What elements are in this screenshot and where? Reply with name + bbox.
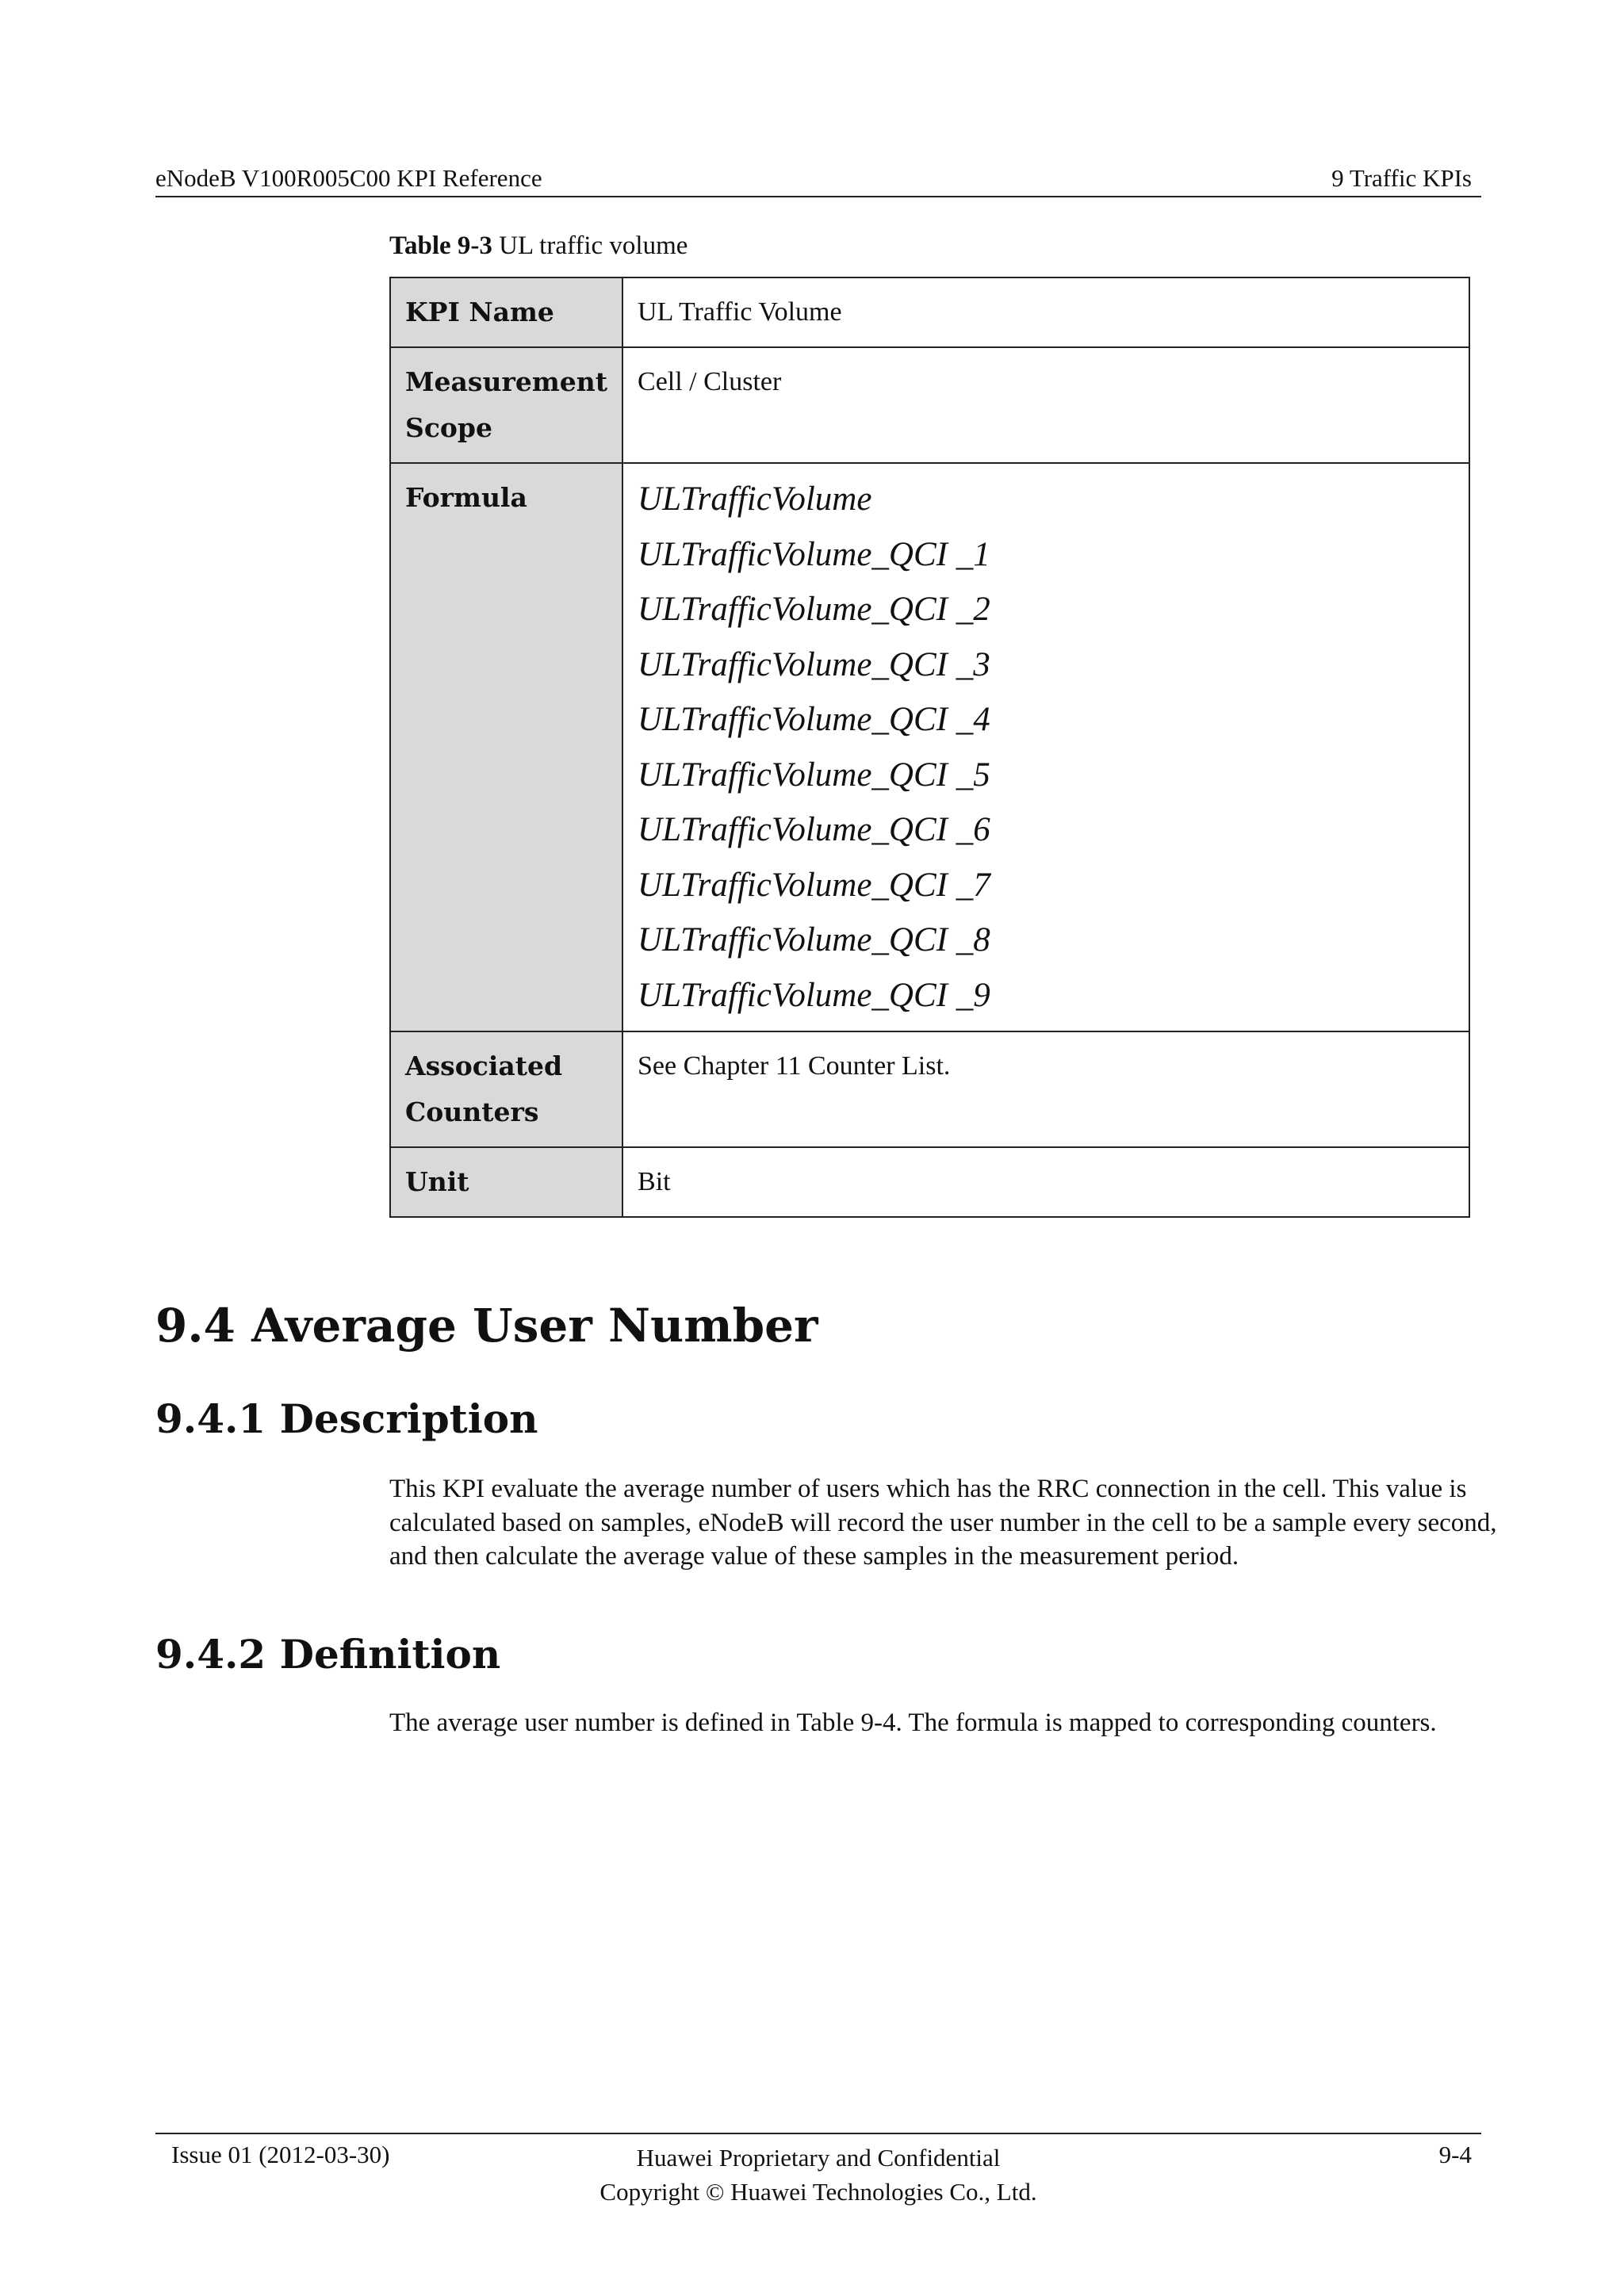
footer-proprietary-line: Huawei Proprietary and Confidential [636, 2144, 1001, 2172]
row-value-unit: Bit [622, 1147, 1469, 1217]
header-chapter-title: 9 Traffic KPIs [1331, 164, 1472, 192]
formula-line: ULTrafficVolume_QCI _9 [638, 976, 990, 1014]
formula-line: ULTrafficVolume_QCI _6 [638, 811, 990, 848]
description-paragraph: This KPI evaluate the average number of users which has the RRC connection in the cell. This value is calculated based on samples, eNodeB will record the user number in the cell to be a sample every second, and then calculate the average value of these samples in the measurement period. [389, 1475, 1497, 1571]
row-value-kpi-name: UL Traffic Volume [622, 277, 1469, 347]
definition-heading: 9.4.2 Definition [155, 1631, 501, 1678]
description-heading: 9.4.1 Description [155, 1395, 538, 1442]
table-row [390, 1147, 1469, 1217]
formula-line: ULTrafficVolume_QCI _1 [638, 535, 990, 573]
row-value-measurement-scope: Cell / Cluster [622, 347, 1469, 463]
footer-copyright-line: Copyright © Huawei Technologies Co., Ltd. [599, 2178, 1037, 2206]
footer-confidentiality [155, 2141, 1481, 2209]
header-document-title: eNodeB V100R005C00 KPI Reference [155, 164, 542, 192]
formula-line: ULTrafficVolume_QCI _3 [638, 645, 990, 683]
section-heading: 9.4 Average User Number [155, 1299, 818, 1353]
table-row [390, 463, 1469, 1031]
page-footer [155, 2133, 1481, 2206]
formula-line: ULTrafficVolume_QCI _5 [638, 756, 990, 794]
row-value-associated-counters: See Chapter 11 Counter List. [622, 1031, 1469, 1147]
row-key-kpi-name: KPI Name [390, 277, 622, 347]
formula-line: ULTrafficVolume_QCI _7 [638, 866, 990, 904]
formula-line: ULTrafficVolume_QCI _4 [638, 701, 990, 738]
kpi-table [389, 277, 1470, 1218]
formula-line: ULTrafficVolume_QCI _8 [638, 921, 990, 959]
row-key-associated-counters: Associated Counters [390, 1031, 622, 1147]
footer-issue: Issue 01 (2012-03-30) [171, 2141, 390, 2168]
table-row [390, 1031, 1469, 1147]
formula-line: ULTrafficVolume_QCI _2 [638, 591, 990, 628]
table-caption [389, 232, 688, 261]
row-value-formula [622, 463, 1469, 1031]
formula-line: ULTrafficVolume [638, 480, 872, 518]
row-key-unit: Unit [390, 1147, 622, 1217]
row-key-measurement-scope: Measurement Scope [390, 347, 622, 463]
table-row [390, 347, 1469, 463]
definition-paragraph: The average user number is defined in Table 9-4. The formula is mapped to corresponding counters. [389, 1709, 1437, 1737]
table-caption-label: Table 9-3 [389, 232, 492, 260]
page-header [155, 161, 1481, 197]
table-row [390, 277, 1469, 347]
row-key-formula: Formula [390, 463, 622, 1031]
footer-page-number: 9-4 [1438, 2141, 1472, 2168]
table-caption-title: UL traffic volume [499, 232, 688, 260]
